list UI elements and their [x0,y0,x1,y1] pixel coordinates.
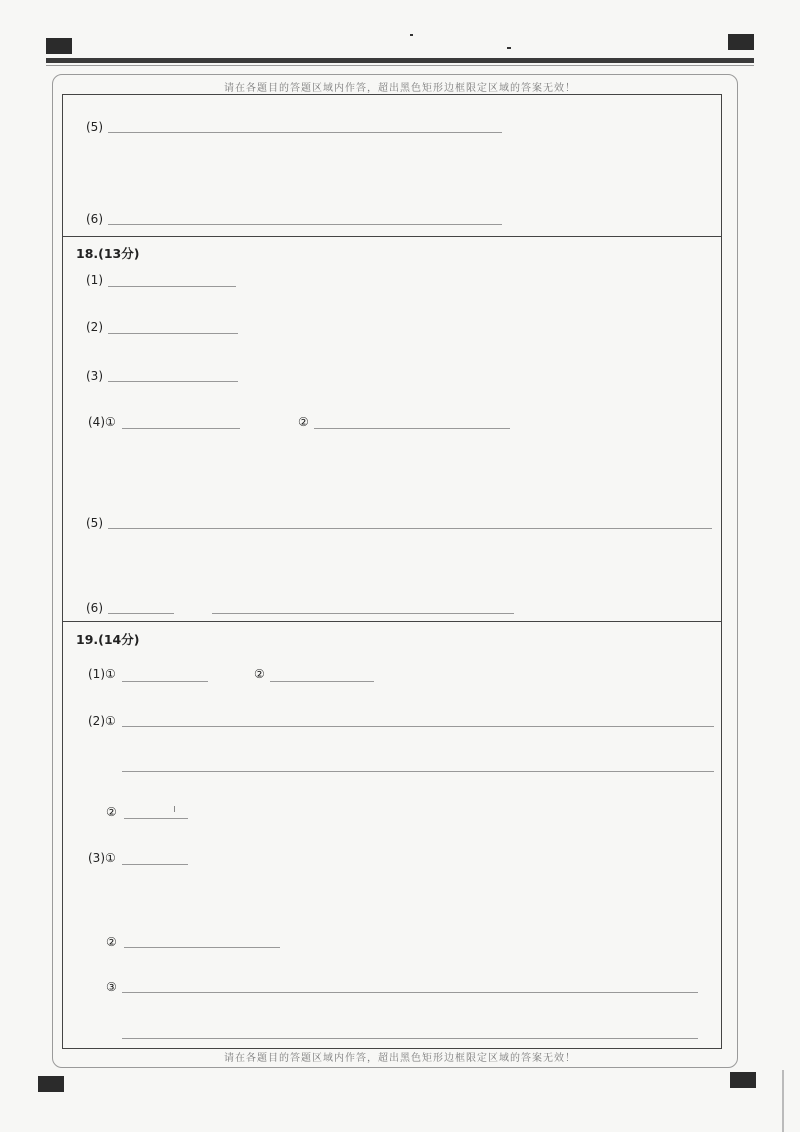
q19-part3-sub3-answer-line-1[interactable] [122,992,698,993]
q18-part2-label: (2) [86,320,103,334]
q18-part1-label: (1) [86,273,103,287]
previous-q5-answer-line[interactable] [108,132,502,133]
q19-part2-sub2-label: ② [106,805,117,819]
q18-part1-answer-line[interactable] [108,286,236,287]
header-notice: 请在各题目的答题区域内作答，超出黑色矩形边框限定区域的答案无效！ [224,83,576,94]
q18-part6-answer-line-b[interactable] [212,613,514,614]
q18-part4-label: (4)① [88,415,116,429]
registration-mark-bottom-left [38,1076,64,1092]
q19-part2-label: (2)① [88,714,116,728]
q19-part3-sub1-answer-line[interactable] [122,864,188,865]
header-rule-thin [46,65,754,66]
answer-box-previous [62,94,722,237]
scan-edge [782,1070,784,1132]
q18-part5-label: (5) [86,516,103,530]
registration-mark-bottom-right [730,1072,756,1088]
q18-part2-answer-line[interactable] [108,333,238,334]
scan-speck [507,47,511,49]
registration-mark-top-left [46,38,72,54]
q19-part1-sub2-label: ② [254,667,265,681]
q18-part4-sub2-label: ② [298,415,309,429]
q19-title: 19.(14分) [76,632,140,647]
q18-part3-label: (3) [86,369,103,383]
header-rule [46,58,754,63]
q19-part3-sub3-label: ③ [106,980,117,994]
q19-part2-sub1-answer-line-2[interactable] [122,771,714,772]
q19-part3-label: (3)① [88,851,116,865]
q19-part1-label: (1)① [88,667,116,681]
answer-box-q19 [62,621,722,1049]
footer-notice: 请在各题目的答题区域内作答，超出黑色矩形边框限定区域的答案无效！ [224,1053,576,1064]
scan-speck [174,806,175,812]
previous-q5-label: (5) [86,120,103,134]
q19-part3-sub3-answer-line-2[interactable] [122,1038,698,1039]
previous-q6-label: (6) [86,212,103,226]
q19-part1-sub2-answer-line[interactable] [270,681,374,682]
q19-part1-sub1-answer-line[interactable] [122,681,208,682]
q18-part4-sub1-answer-line[interactable] [122,428,240,429]
q19-part3-sub2-label: ② [106,935,117,949]
q18-part5-answer-line[interactable] [108,528,712,529]
q18-title: 18.(13分) [76,246,140,261]
registration-mark-top-right [728,34,754,50]
q18-part6-label: (6) [86,601,103,615]
q19-part3-sub2-answer-line[interactable] [124,947,280,948]
q18-part6-answer-line-a[interactable] [108,613,174,614]
answer-box-q18 [62,236,722,622]
previous-q6-answer-line[interactable] [108,224,502,225]
q19-part2-sub2-answer-line[interactable] [124,818,188,819]
q18-part4-sub2-answer-line[interactable] [314,428,510,429]
scan-speck [410,34,413,36]
q18-part3-answer-line[interactable] [108,381,238,382]
q19-part2-sub1-answer-line-1[interactable] [122,726,714,727]
